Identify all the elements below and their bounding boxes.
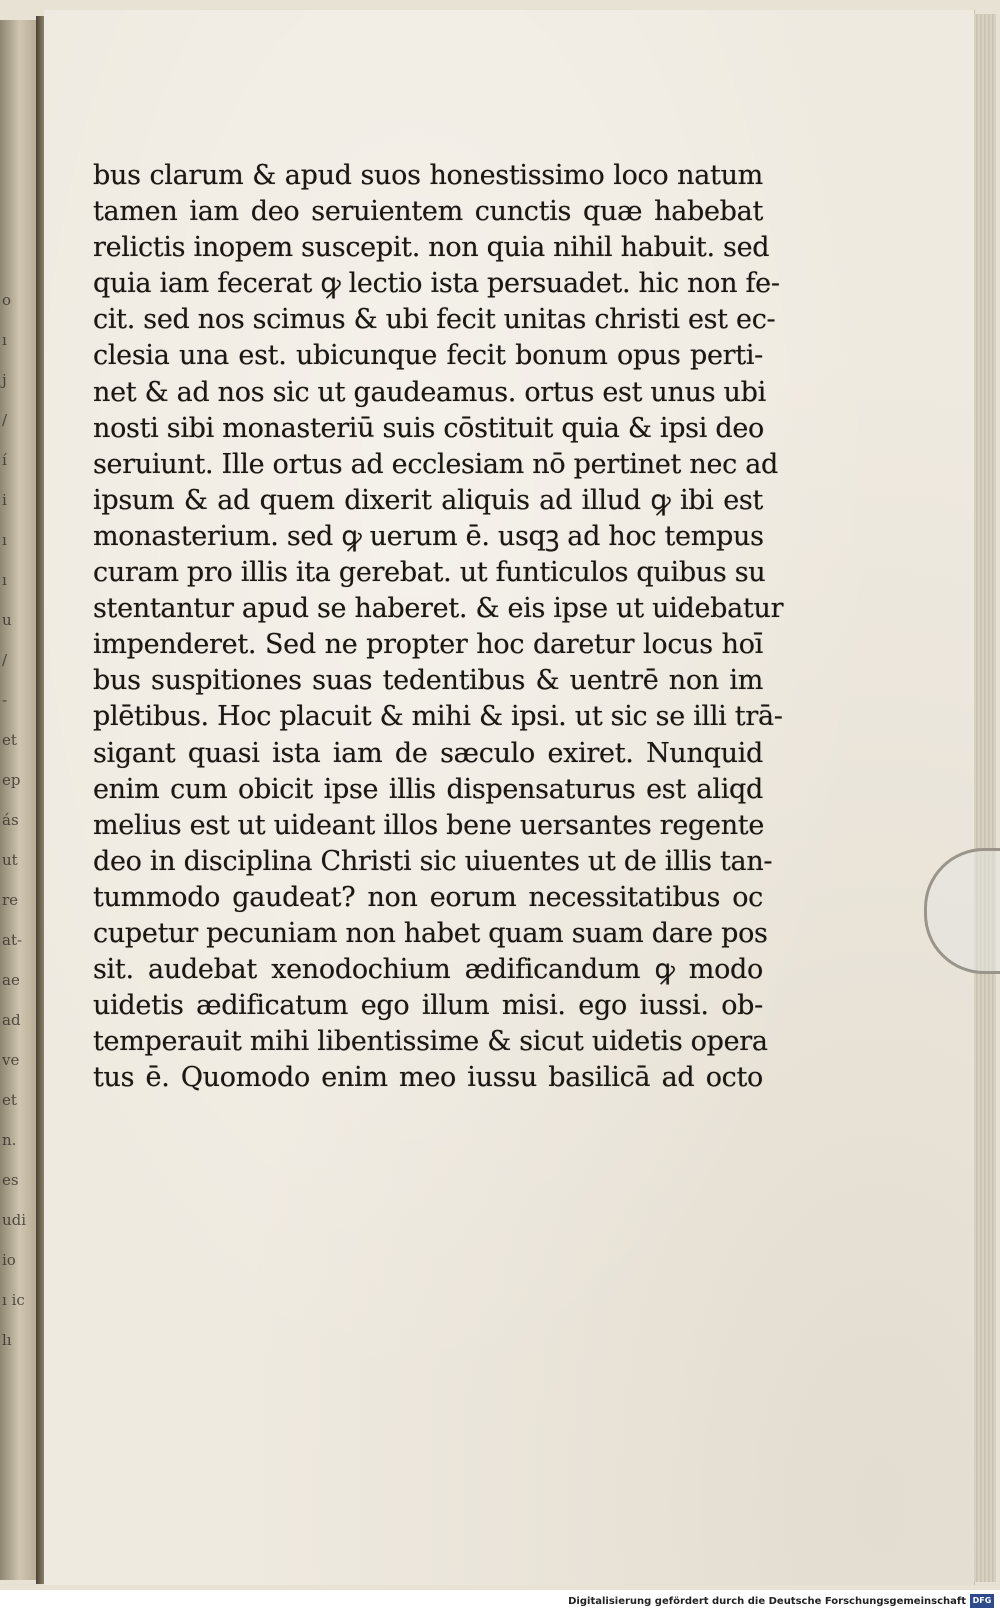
text-line: bus suspitiones suas tedentibus & uentrē non im <box>93 665 763 697</box>
dfg-logo: DFG <box>970 1594 994 1608</box>
text-line: tus ē. Quomodo enim meo iussu basilicā ad octo <box>93 1062 763 1094</box>
text-line: melius est ut uideant illos bene uersantes regente <box>93 809 765 841</box>
text-line: cupetur pecuniam non habet quam suam dare pos <box>93 917 768 949</box>
text-line: plētibus. Hoc placuit & mihi & ipsi. ut sic se illi trā- <box>93 701 783 733</box>
text-line: sigant quasi ista iam de sæculo exiret. Nunquid <box>93 737 763 769</box>
digitization-footer <box>0 1590 1000 1614</box>
binding-gutter <box>36 16 44 1584</box>
text-line: enim cum obicit ipse illis dispensaturus est aliqd <box>93 773 763 805</box>
text-line: impenderet. Sed ne propter hoc daretur locus hoī <box>93 629 763 661</box>
text-line: ipsum & ad quem dixerit aliquis ad illud ꝙ ibi est <box>93 484 763 516</box>
text-line: monasterium. sed ꝙ uerum ē. usqꝫ ad hoc tempus <box>93 520 764 552</box>
text-line: uidetis ædificatum ego illum misi. ego iussi. ob- <box>93 990 763 1022</box>
text-line: tummodo gaudeat? non eorum necessitatibus oc <box>93 881 763 913</box>
text-line: clesia una est. ubicunque fecit bonum opus perti- <box>93 340 763 372</box>
text-line: quia iam fecerat ꝙ lectio ista persuadet. hic non fe- <box>93 268 780 300</box>
left-page-margin-fragments: o ı j / í i ı ı u / - et ep ás ut re at- ae ad ve et n. es udi io ı ic lı <box>2 291 27 1349</box>
text-line: relictis inopem suscepit. non quia nihil habuit. sed <box>93 232 770 264</box>
text-line: sit. audebat xenodochium ædificandum ꝙ modo <box>93 954 763 986</box>
text-line: net & ad nos sic ut gaudeamus. ortus est unus ubi <box>93 376 766 408</box>
text-line: stentantur apud se haberet. & eis ipse ut uidebatur <box>93 593 784 625</box>
page-stack-edge <box>974 14 996 1582</box>
left-page-edge <box>0 20 38 1580</box>
text-line: tamen iam deo seruientem cunctis quæ habebat <box>93 196 763 228</box>
funding-credit: Digitalisierung gefördert durch die Deutsche Forschungsgemeinschaft <box>568 1596 966 1607</box>
text-line: deo in disciplina Christi sic uiuentes ut de illis tan- <box>93 845 773 877</box>
text-line: bus clarum & apud suos honestissimo loco natum <box>93 160 763 191</box>
text-line: nosti sibi monasteriū suis cōstituit quia & ipsi deo <box>93 412 764 444</box>
text-line: temperauit mihi libentissime & sicut uidetis opera <box>93 1026 768 1058</box>
incunable-text-block <box>93 158 784 1096</box>
text-line: cit. sed nos scimus & ubi fecit unitas christi est ec- <box>93 304 776 336</box>
text-line: curam pro illis ita gerebat. ut funticulos quibus su <box>93 557 766 589</box>
text-line: seruiunt. Ille ortus ad ecclesiam nō pertinet nec ad <box>93 448 779 480</box>
